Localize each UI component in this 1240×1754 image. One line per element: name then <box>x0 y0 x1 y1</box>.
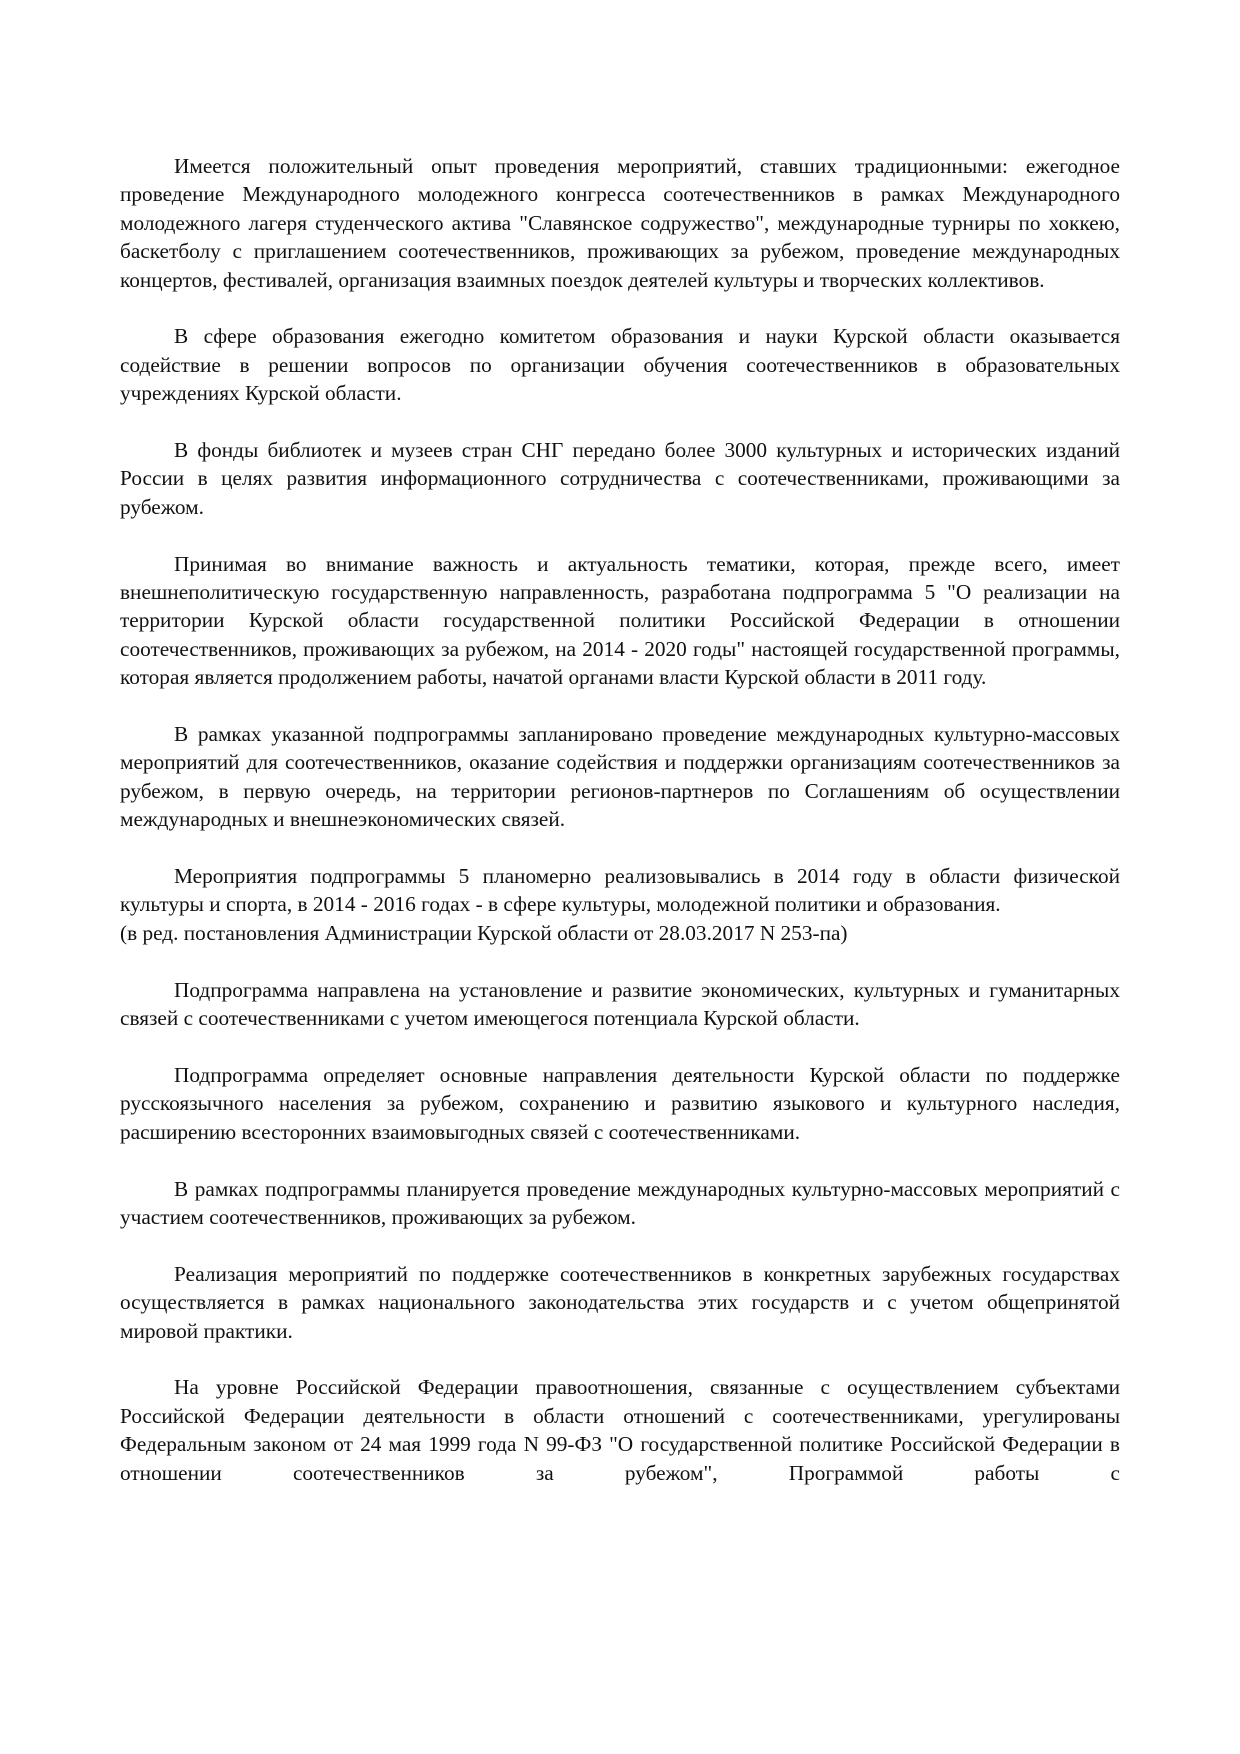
document-body <box>120 152 1120 1487</box>
paragraph-education: В сфере образования ежегодно комитетом образования и науки Курской области оказывается содействие в решении вопросов по организации обучения соотечественников в образовательных учреждениях Курской области. <box>120 324 1120 406</box>
paragraph-main-directions: Подпрограмма определяет основные направления деятельности Курской области по поддержке русскоязычного населения за рубежом, сохранению и развитию языкового и культурного наследия, расширению всесторонних взаимовыгодных связей с соотечественниками. <box>120 1062 1120 1144</box>
paragraph-implementation: Мероприятия подпрограммы 5 планомерно реализовывались в 2014 году в области физической культуры и спорта, в 2014 - 2016 годах - в сфере культуры, молодежной политики и образования. <box>120 864 1120 917</box>
paragraph-cultural-events: В рамках подпрограммы планируется проведение международных культурно-массовых мероприятий с участием соотечественников, проживающих за рубежом. <box>120 1176 1120 1229</box>
paragraph-planned-events: В рамках указанной подпрограммы запланировано проведение международных культурно-массовых мероприятий для соотечественников, оказание содействия и поддержки организациям соотечественников за рубежом, в первую очередь, на территории регионов-партнеров по Соглашениям об осуществлении международных и внешнеэкономических связей. <box>120 722 1120 832</box>
paragraph-subprogram-5: Принимая во внимание важность и актуальность тематики, которая, прежде всего, имеет внешнеполитическую государственную направленность, разработана подпрограмма 5 "О реализации на территории Курской области государственной политики Российской Федерации в отношении соотечественников, проживающих за рубежом, на 2014 - 2020 годы" настоящей государственной программы, которая является продолжением работы, начатой органами власти Курской области в 2011 году. <box>120 551 1120 690</box>
paragraph-legislation: Реализация мероприятий по поддержке соотечественников в конкретных зарубежных государствах осуществляется в рамках национального законодательства этих государств и с учетом общепринятой мировой практики. <box>120 1261 1120 1343</box>
paragraph-traditional-events: Имеется положительный опыт проведения мероприятий, ставших традиционными: ежегодное проведение Международного молодежного конгресса соотечественников в рамках Международного молодежного лагеря студенческого актива "Славянское содружество", международные турниры по хоккею, баскетболу с приглашением соотечественников, проживающих за рубежом, проведение международных концертов, фестивалей, организация взаимных поездок деятелей культуры и творческих коллективов. <box>120 154 1120 292</box>
paragraph-federal-law: На уровне Российской Федерации правоотношения, связанные с осуществлением субъектами Российской Федерации деятельности в области отношений с соотечественниками, урегулированы Федеральным законом от 24 мая 1999 года N 99-ФЗ "О государственной политике Российской Федерации в отношении соотечественников за рубежом", Программой работы с <box>120 1375 1120 1485</box>
paragraph-subprogram-goal: Подпрограмма направлена на установление и развитие экономических, культурных и гуманитарных связей с соотечественниками с учетом имеющегося потенциала Курской области. <box>120 977 1120 1031</box>
amendment-note: (в ред. постановления Администрации Курской области от 28.03.2017 N 253-па) <box>120 920 848 945</box>
paragraph-libraries: В фонды библиотек и музеев стран СНГ передано более 3000 культурных и исторических изданий России в целях развития информационного сотрудничества с соотечественниками, проживающими за рубежом. <box>120 438 1120 519</box>
